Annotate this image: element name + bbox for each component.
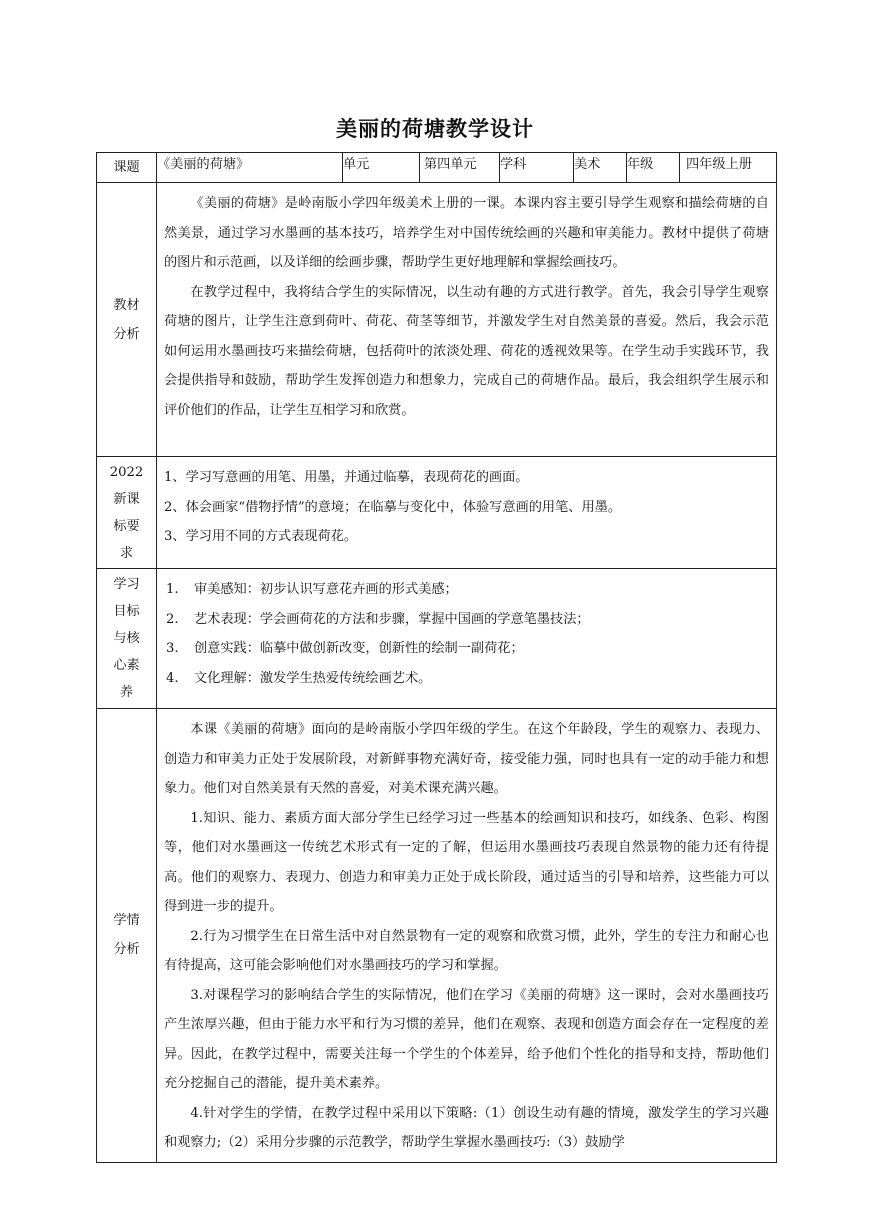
objectives-content — [157, 569, 777, 709]
textbook-analysis-content — [157, 183, 777, 457]
curriculum-standards-label — [97, 457, 157, 569]
section-label-text: 学情 分析 — [113, 913, 140, 958]
subject-value: 美术 — [574, 153, 627, 183]
page-title: 美丽的荷塘教学设计 — [336, 117, 534, 141]
grade-label: 年级 — [627, 153, 680, 183]
section-label-text: 教材 分析 — [113, 297, 140, 342]
objectives-label — [97, 569, 157, 709]
paragraph: 2.行为习惯学生在日常生活中对自然景物有一定的观察和欣赏习惯，此外，学生的专注力和耐心也有待提高，这可能会影响他们对水墨画技巧的学习和掌握。 — [164, 928, 769, 973]
textbook-analysis-row — [97, 183, 777, 457]
course-value: 《美丽的荷塘》 — [157, 153, 343, 183]
curriculum-standards-row — [97, 457, 777, 569]
standard-item: 2、体会画家“借物抒情”的意境；在临摹与变化中，体验写意画的用笔、用墨。 — [164, 499, 622, 515]
objectives-row — [97, 569, 777, 709]
paragraph: 在教学过程中，我将结合学生的实际情况，以生动有趣的方式进行教学。首先，我会引导学生观察荷塘的图片，让学生注意到荷叶、荷花、荷茎等细节，并激发学生对自然美景的喜爱。然后，我会示范如何运用水墨画技巧来描绘荷塘，包括荷叶的浓淡处理、荷花的透视效果等。在学生动手实践环节，我会提供指导和鼓励，帮助学生发挥创造力和想象力，完成自己的荷塘作品。最后，我会组织学生展示和评价他们的作品，让学生互相学习和欣赏。 — [164, 284, 769, 418]
header-row — [97, 153, 777, 183]
grade-value: 四年级上册 — [680, 153, 777, 183]
objective-item — [164, 664, 769, 694]
objective-number: 1. — [166, 582, 179, 597]
lesson-plan-table — [96, 152, 777, 1163]
objective-text: 创意实践：临摹中做创新改变，创新性的绘制一副荷花； — [194, 641, 524, 656]
unit-value: 第四单元 — [420, 153, 500, 183]
objective-number: 4. — [166, 670, 179, 686]
paragraph: 3.对课程学习的影响结合学生的实际情况，他们在学习《美丽的荷塘》这一课时，会对水墨画技巧产生浓厚兴趣，但由于能力水平和行为习惯的差异，他们在观察、表现和创造方面会存在一定程度的差异。因此，在教学过程中，需要关注每一个学生的个体差异，给予他们个性化的指导和支持，帮助他们充分挖掘自己的潜能，提升美术素养。 — [164, 987, 769, 1091]
subject-label: 学科 — [500, 153, 574, 183]
textbook-analysis-label — [97, 183, 157, 457]
course-label: 课题 — [97, 153, 157, 183]
learner-analysis-content — [157, 709, 777, 1163]
objective-item — [164, 605, 769, 635]
objective-text: 艺术表现：学会画荷花的方法和步骤，掌握中国画的学意笔墨技法； — [194, 611, 590, 627]
paragraph: 1.知识、能力、素质方面大部分学生已经学习过一些基本的绘画知识和技巧，如线条、色彩、构图等，他们对水墨画这一传统艺术形式有一定的了解，但运用水墨画技巧表现自然景物的能力还有待提高。他们的观察力、表现力、创造力和审美力正处于成长阶段，通过适当的引导和培养，这些能力可以得到进一步的提升。 — [164, 810, 769, 914]
objective-number: 3. — [166, 641, 179, 656]
standard-item: 1、学习写意画的用笔、用墨，并通过临摹，表现荷花的画面。 — [164, 470, 529, 485]
objective-item — [164, 634, 769, 664]
section-label-text: 2022 新课 标要 求 — [109, 464, 144, 561]
paragraph: 《美丽的荷塘》是岭南版小学四年级美术上册的一课。本课内容主要引导学生观察和描绘荷塘的自然美景，通过学习水墨画的基本技巧，培养学生对中国传统绘画的兴趣和审美能力。教材中提供了荷塘的图片和示范画，以及详细的绘画步骤，帮助学生更好地理解和掌握绘画技巧。 — [164, 196, 769, 270]
objective-text: 审美感知：初步认识写意花卉画的形式美感； — [194, 582, 458, 597]
paragraph: 4.针对学生的学情，在教学过程中采用以下策略:（1）创设生动有趣的情境，激发学生的学习兴趣和观察力;（2）采用分步骤的示范教学，帮助学生掌握水墨画技巧:（3）鼓励学 — [164, 1105, 769, 1150]
standard-item: 3、学习用不同的方式表现荷花。 — [164, 529, 358, 544]
section-label-text: 学习 目标 与核 心素 养 — [113, 577, 140, 700]
learner-analysis-label — [97, 709, 157, 1163]
unit-label: 单元 — [343, 153, 420, 183]
learner-analysis-row — [97, 709, 777, 1163]
objective-item — [164, 575, 769, 605]
objective-number: 2. — [166, 611, 179, 627]
curriculum-standards-content — [157, 457, 777, 569]
objective-text: 文化理解：激发学生热爱传统绘画艺术。 — [194, 670, 432, 686]
paragraph: 本课《美丽的荷塘》面向的是岭南版小学四年级的学生。在这个年龄段，学生的观察力、表现力、创造力和审美力正处于发展阶段，对新鲜事物充满好奇，接受能力强，同时也具有一定的动手能力和想象力。他们对自然美景有天然的喜爱，对美术课充满兴趣。 — [164, 722, 769, 796]
